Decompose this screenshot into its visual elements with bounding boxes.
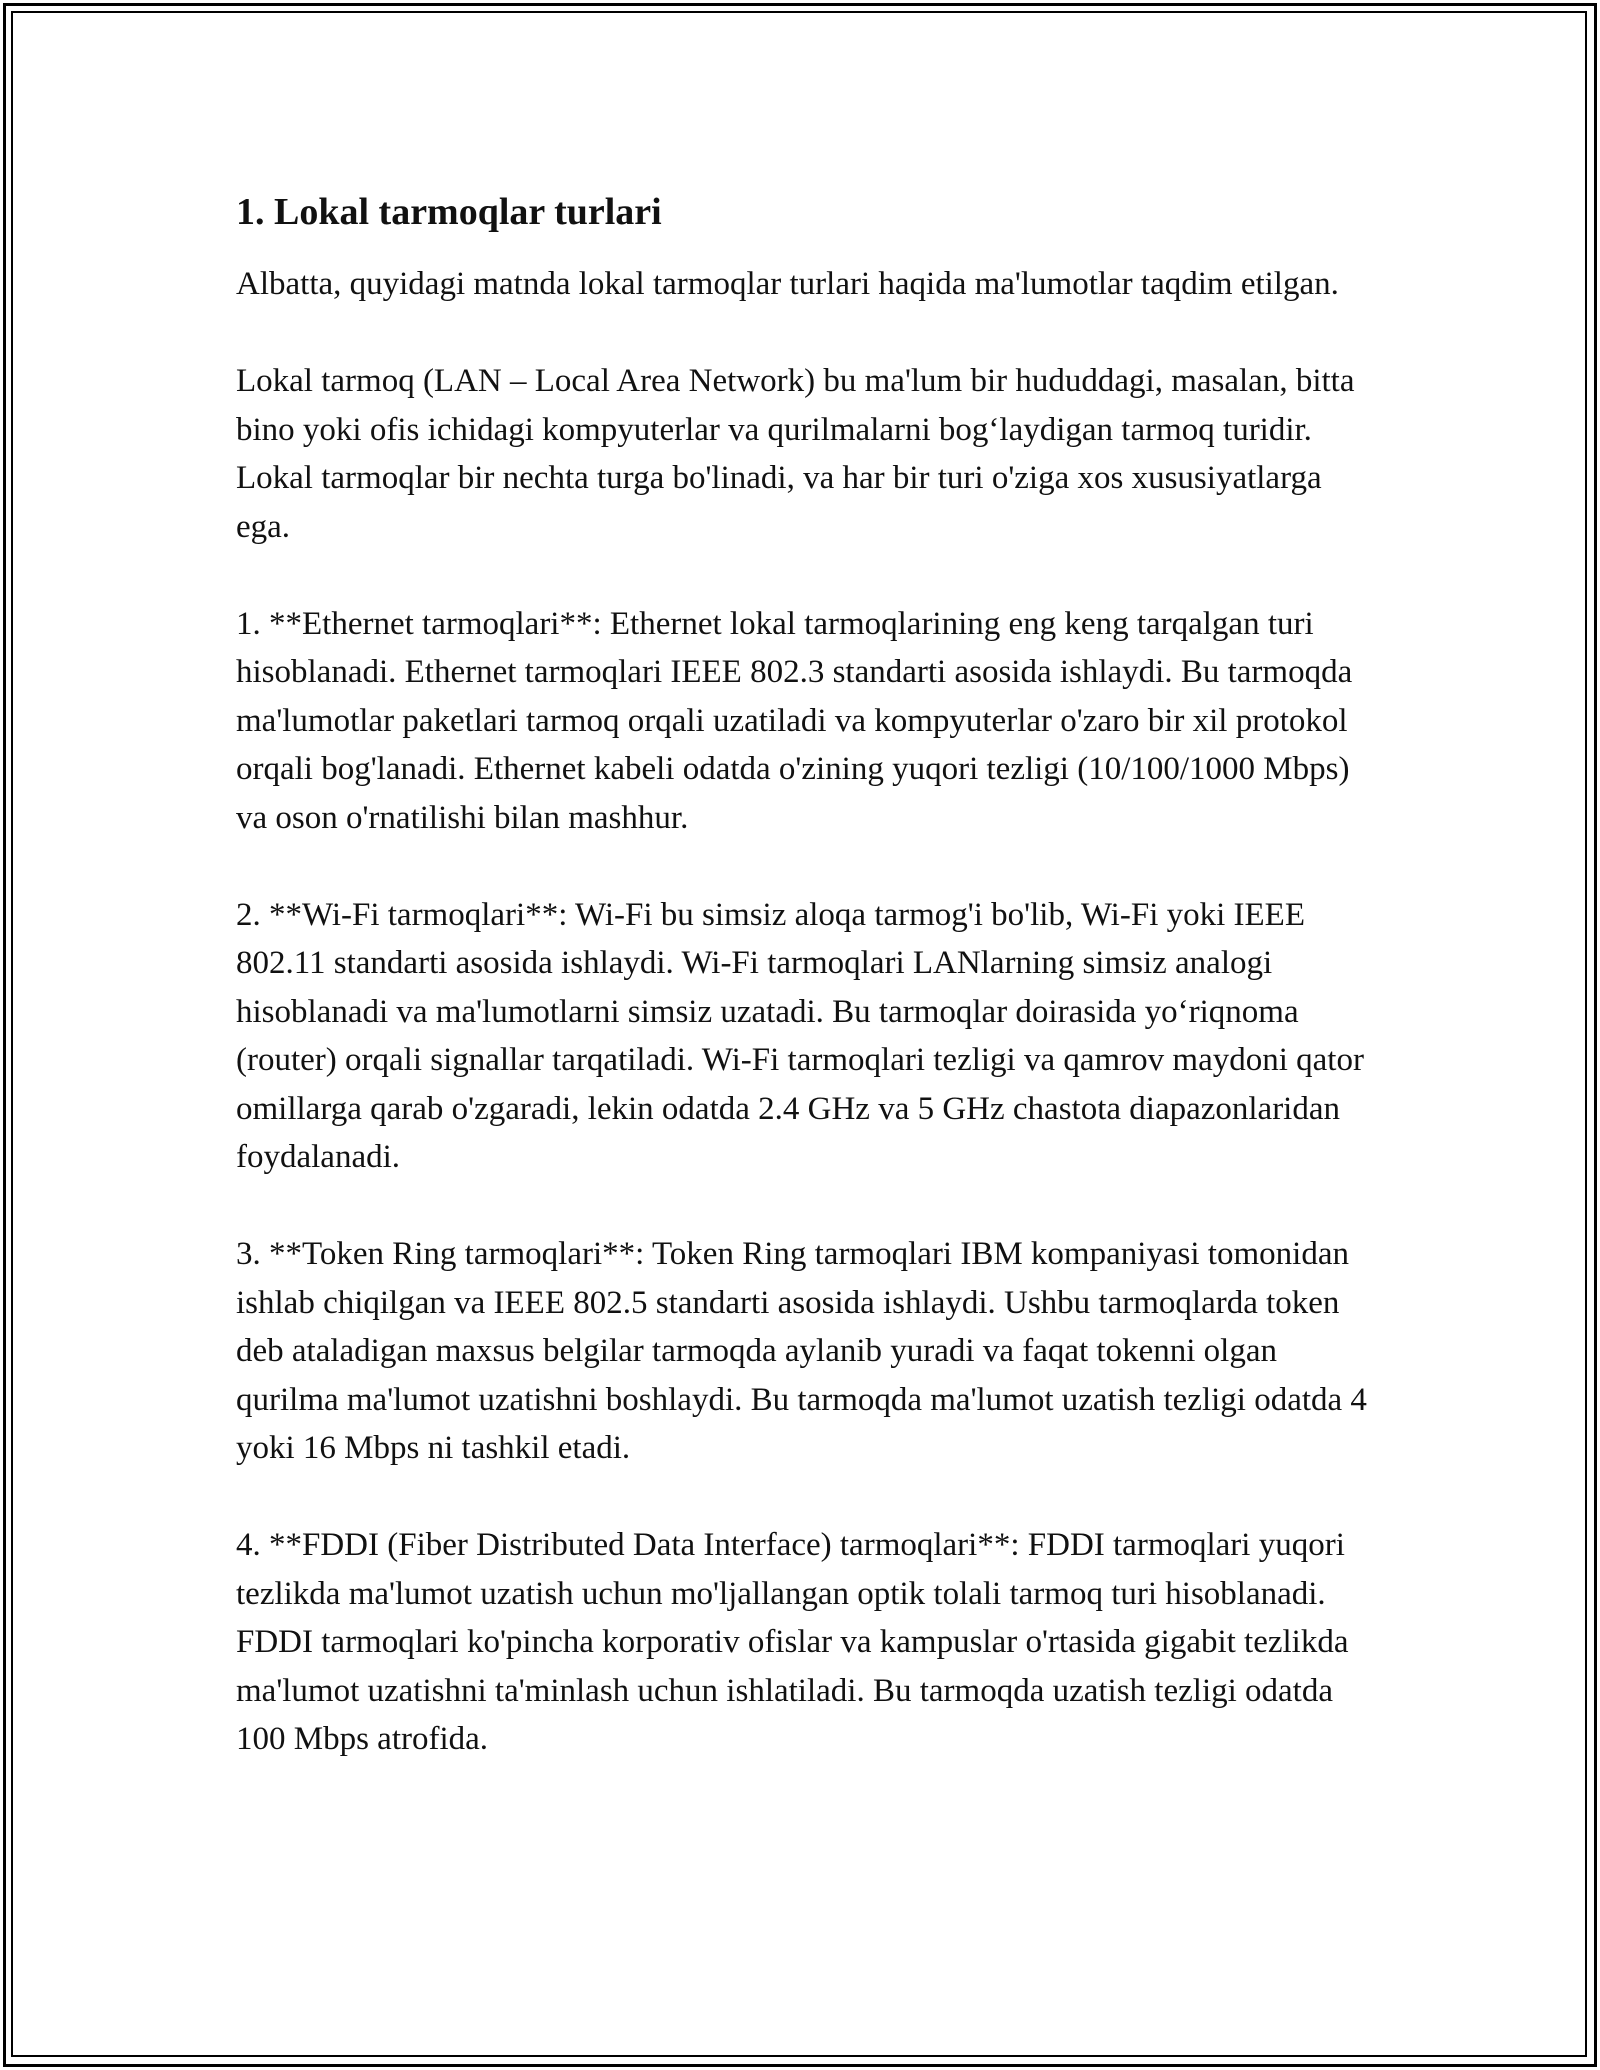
- wifi-paragraph: 2. **Wi-Fi tarmoqlari**: Wi-Fi bu simsiz aloqa tarmog'i bo'lib, Wi-Fi yoki IEEE 802.11 standarti asosida ishlaydi. Wi-Fi tarmoqlari LANlarning simsiz analogi hisoblanadi va ma'lumotlarni simsiz uzatadi. Bu tarmoqlar doirasida yo‘riqnoma (router) orqali signallar tarqatiladi. Wi-Fi tarmoqlari tezligi va qamrov maydoni qator omillarga qarab o'zgaradi, lekin odatda 2.4 GHz va 5 GHz chastota diapazonlaridan foydalanadi.: [236, 896, 1364, 1175]
- token-ring-paragraph: 3. **Token Ring tarmoqlari**: Token Ring tarmoqlari IBM kompaniyasi tomonidan ishlab chiqilgan va IEEE 802.5 standarti asosida ishlaydi. Ushbu tarmoqlarda token deb ataladigan maxsus belgilar tarmoqda aylanib yuradi va faqat tokenni olgan qurilma ma'lumot uzatishni boshlaydi. Bu tarmoqda ma'lumot uzatish tezligi odatda 4 yoki 16 Mbps ni tashkil etadi.: [236, 1236, 1367, 1466]
- lan-definition-paragraph: Lokal tarmoq (LAN – Local Area Network) bu ma'lum bir hududdagi, masalan, bitta bino yoki ofis ichidagi kompyuterlar va qurilmalarni bog‘laydigan tarmoq turidir. Lokal tarmoqlar bir nechta turga bo'linadi, va har bir turi o'ziga xos xususiyatlarga ega.: [236, 363, 1355, 545]
- document-body: [236, 186, 1376, 1812]
- ethernet-paragraph: 1. **Ethernet tarmoqlari**: Ethernet lokal tarmoqlarining eng keng tarqalgan turi hisoblanadi. Ethernet tarmoqlari IEEE 802.3 standarti asosida ishlaydi. Bu tarmoqda ma'lumotlar paketlari tarmoq orqali uzatiladi va kompyuterlar o'zaro bir xil protokol orqali bog'lanadi. Ethernet kabeli odatda o'zining yuqori tezligi (10/100/1000 Mbps) va oson o'rnatilishi bilan mashhur.: [236, 605, 1353, 836]
- intro-paragraph: Albatta, quyidagi matnda lokal tarmoqlar turlari haqida ma'lumotlar taqdim etilgan.: [236, 266, 1339, 302]
- section-heading: 1. Lokal tarmoqlar turlari: [236, 191, 662, 233]
- fddi-paragraph: 4. **FDDI (Fiber Distributed Data Interface) tarmoqlari**: FDDI tarmoqlari yuqori tezlikda ma'lumot uzatish uchun mo'ljallangan optik tolali tarmoq turi hisoblanadi. FDDI tarmoqlari ko'pincha korporativ ofislar va kampuslar o'rtasida gigabit tezlikda ma'lumot uzatishni ta'minlash uchun ishlatiladi. Bu tarmoqda uzatish tezligi odatda 100 Mbps atrofida.: [236, 1527, 1349, 1757]
